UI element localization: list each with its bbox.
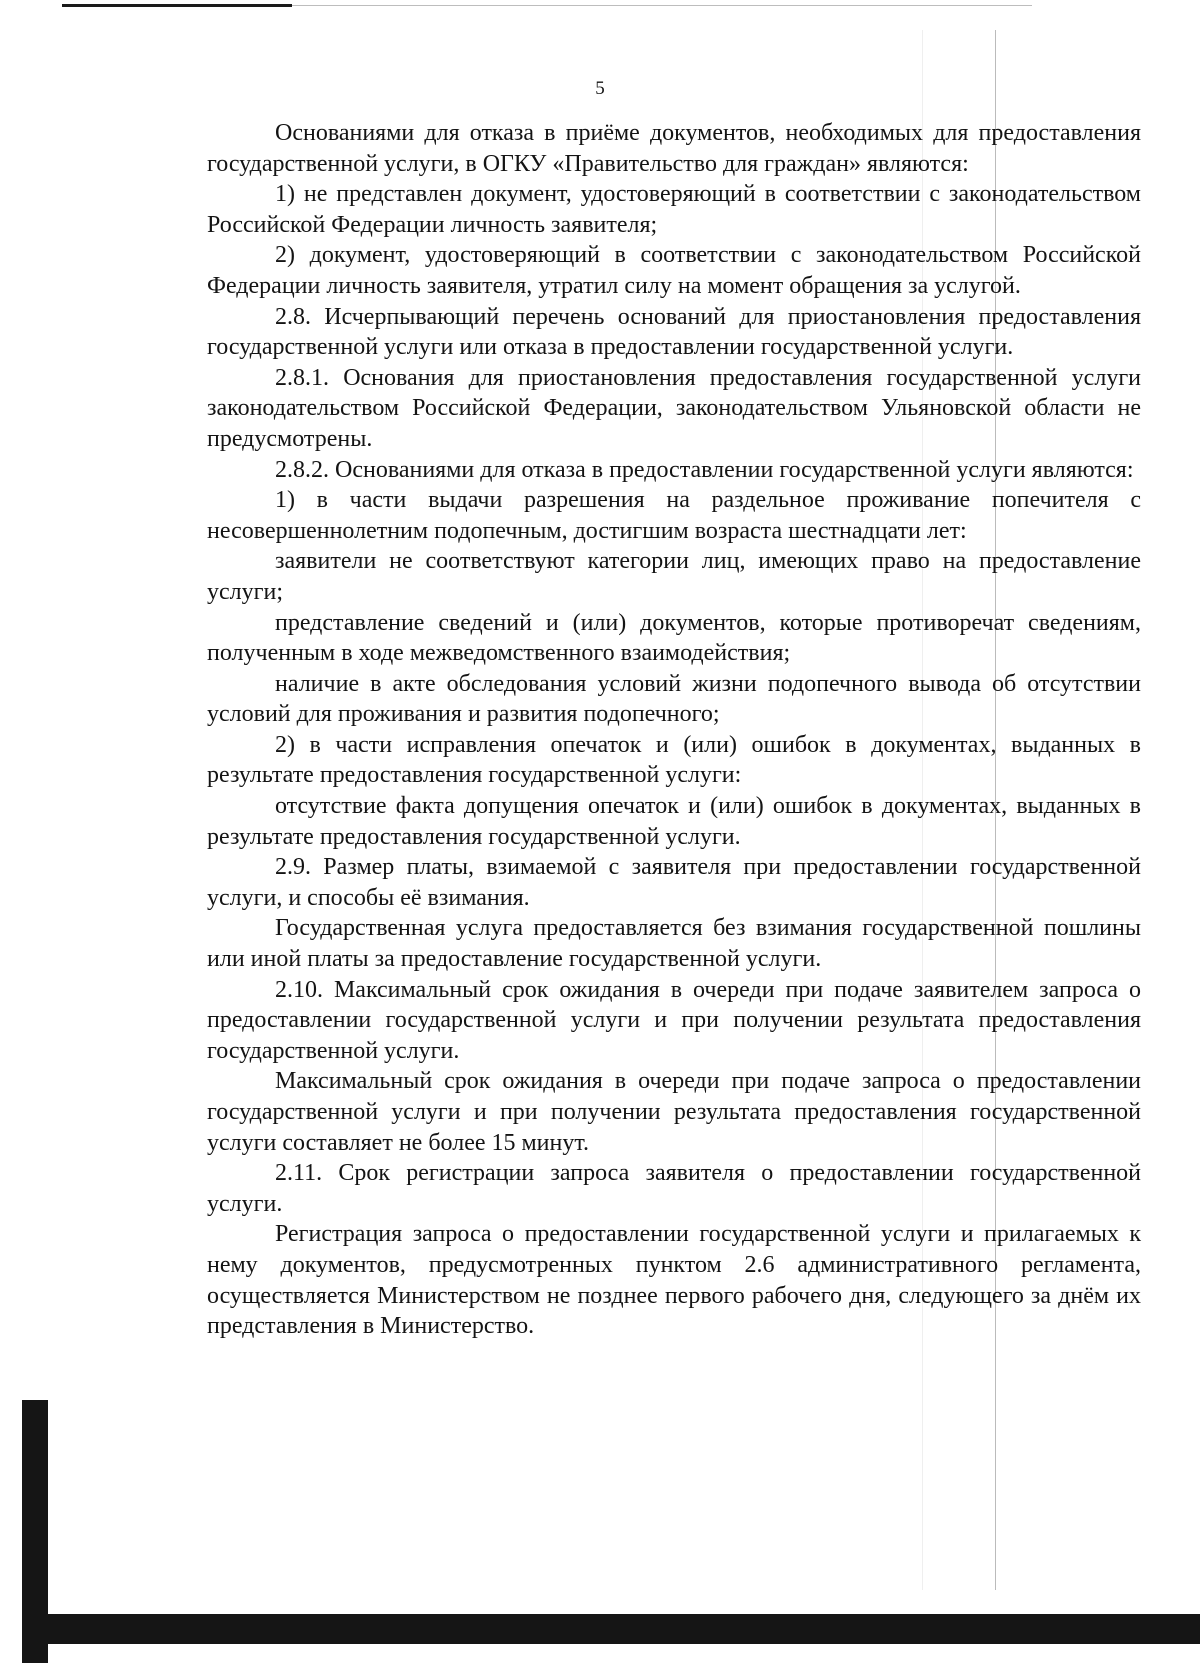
paragraph-typo-correction-item: 2) в части исправления опечаток и (или) ошибок в документах, выданных в результате предоставления государственной услуги:	[207, 731, 1141, 789]
paragraph-max-wait-time: Максимальный срок ожидания в очереди при подаче запроса о предоставлении государственной услуги и при получении результата предоставления государственной услуги составляет не более 15 минут.	[207, 1068, 1141, 1156]
page-number: 5	[595, 78, 605, 99]
paragraph-registration: Регистрация запроса о предоставлении государственной услуги и прилагаемых к нему документов, предусмотренных пунктом 2.6 административного регламента, осуществляется Министерством не позднее первого рабочего дня, следующего за днём их представления в Министерство.	[207, 1221, 1141, 1340]
paragraph-contradicting-documents: представление сведений и (или) документов, которые противоречат сведениям, полученным в ходе межведомственного взаимодействия;	[207, 609, 1141, 667]
paragraph-no-typos: отсутствие факта допущения опечаток и (или) ошибок в документах, выданных в результате предоставления государственной услуги.	[207, 793, 1141, 850]
paragraph-separate-residence-item: 1) в части выдачи разрешения на раздельное проживание попечителя с несовершеннолетним подопечным, достигшим возраста шестнадцати лет:	[207, 487, 1141, 544]
scan-edge-bottom	[22, 1614, 1200, 1644]
paragraph-section-2-11: 2.11. Срок регистрации запроса заявителя о предоставлении государственной услуги.	[207, 1160, 1141, 1217]
document-body	[207, 118, 1141, 1342]
paragraph-section-2-8-2: 2.8.2. Основаниями для отказа в предоставлении государственной услуги являются:	[275, 456, 1134, 483]
scan-edge-top-thin	[292, 5, 1032, 6]
paragraph-applicant-category: заявители не соответствуют категории лиц, имеющих право на предоставление услуги;	[207, 548, 1141, 605]
paragraph-refusal-item-1: 1) не представлен документ, удостоверяющий в соответствии с законодательством Российской Федерации личность заявителя;	[207, 181, 1141, 238]
paragraph-section-2-8-1: 2.8.1. Основания для приостановления предоставления государственной услуги законодательством Российской Федерации, законодательством Ульяновской области не предусмотрены.	[207, 364, 1141, 452]
paragraph-refusal-item-2: 2) документ, удостоверяющий в соответствии с законодательством Российской Федерации личность заявителя, утратил силу на момент обращения за услугой.	[207, 242, 1141, 299]
paragraph-refusal-grounds-intro: Основаниями для отказа в приёме документов, необходимых для предоставления государственной услуги, в ОГКУ «Правительство для граждан» являются:	[207, 120, 1141, 177]
paragraph-section-2-10: 2.10. Максимальный срок ожидания в очереди при подаче заявителем запроса о предоставлении государственной услуги и при получении результата предоставления государственной услуги.	[207, 976, 1141, 1064]
paragraph-inspection-act: наличие в акте обследования условий жизни подопечного вывода об отсутствии условий для проживания и развития подопечного;	[207, 670, 1141, 728]
scan-edge-top	[62, 4, 292, 7]
paragraph-section-2-9: 2.9. Размер платы, взимаемой с заявителя при предоставлении государственной услуги, и способы её взимания.	[207, 854, 1141, 911]
paragraph-section-2-8: 2.8. Исчерпывающий перечень оснований для приостановления предоставления государственной услуги или отказа в предоставлении государственной услуги.	[207, 303, 1141, 361]
paragraph-free-of-charge: Государственная услуга предоставляется без взимания государственной пошлины или иной платы за предоставление государственной услуги.	[207, 915, 1141, 973]
